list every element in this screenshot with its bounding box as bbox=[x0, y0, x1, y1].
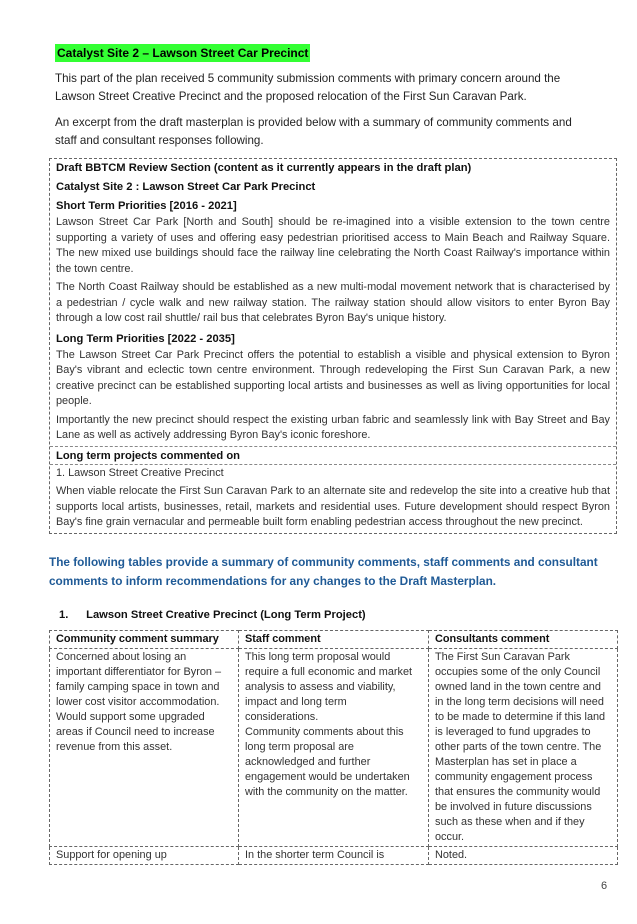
intro-paragraph-2: An excerpt from the draft masterplan is provided below with a summary of community comments and staff and consultant responses following. bbox=[55, 116, 572, 147]
long-term-paragraph-2: Importantly the new precinct should respect the existing urban fabric and seamlessly link with Bay Street and Bay Lane as well as actively addressing Byron Bay's iconic foreshore. bbox=[56, 413, 610, 441]
excerpt-title: Draft BBTCM Review Section (content as it currently appears in the draft plan) bbox=[56, 162, 472, 174]
short-term-paragraph-1: Lawson Street Car Park [North and South] should be re-imagined into a visible extension to the town centre supporting a variety of uses and offering easy pedestrian prioritised access to Main Beach and Railway Square. The new mixed use buildings should face the railway line celebrating the North Coast Railway's importance within the town centre. bbox=[56, 216, 610, 275]
short-term-paragraph-2: The North Coast Railway should be established as a new multi-modal movement network that is characterised by a pedestrian / cycle walk and new railway station. The railway station should allow visitors to enter Byron Bay through a low cost rail shuttle/ rail bus that celebrates Byron Bay's unique history. bbox=[56, 281, 610, 324]
consultant-comment-cell: The First Sun Caravan Park occupies some of the only Council owned land in the town centre and in the long term decisions will need to be made to determine if this land is leveraged to fund upgrades to other parts of the town centre. The Masterplan has set in place a community engagement process that ensures the community would be involved in future discussions such as these when and if they occur. bbox=[429, 649, 618, 847]
short-term-heading: Short Term Priorities [2016 - 2021] bbox=[56, 200, 237, 212]
col-header-consultants: Consultants comment bbox=[429, 631, 618, 649]
col-header-staff: Staff comment bbox=[239, 631, 429, 649]
comments-table bbox=[49, 630, 618, 865]
section-heading: Catalyst Site 2 – Lawson Street Car Precinct bbox=[57, 46, 309, 60]
excerpt-subtitle: Catalyst Site 2 : Lawson Street Car Park Precinct bbox=[56, 181, 316, 193]
section-subheading bbox=[59, 606, 366, 624]
project-text: When viable relocate the First Sun Caravan Park to an alternate site and redevelop the site into a creative hub that supports local artists, businesses, retail, markets and residential uses. Future development should respect Byron Bay's fine grain vernacular and permeable built form enabling pedestrian access throughout the new precinct. bbox=[56, 485, 610, 528]
consultant-comment-cell: Noted. bbox=[429, 847, 618, 865]
community-comment-cell: Concerned about losing an important differentiator for Byron – family camping space in town and lower cost visitor accommodation. Would support some upgraded areas if Council need to increase revenue from this asset. bbox=[50, 649, 239, 847]
projects-heading-row bbox=[50, 447, 616, 465]
excerpt-main-section bbox=[50, 159, 616, 447]
summary-note: The following tables provide a summary of community comments, staff comments and consultant comments to inform recommendations for any changes to the Draft Masterplan. bbox=[49, 555, 598, 588]
section-title: Lawson Street Creative Precinct (Long Term Project) bbox=[86, 609, 366, 621]
intro-paragraph-1: This part of the plan received 5 community submission comments with primary concern around the Lawson Street Creative Precinct and the proposed relocation of the First Sun Caravan Park. bbox=[55, 72, 561, 103]
project-title: 1. Lawson Street Creative Precinct bbox=[56, 466, 224, 479]
section-number: 1. bbox=[59, 609, 69, 621]
page-number: 6 bbox=[601, 880, 608, 892]
staff-comment-cell: This long term proposal would require a full economic and market analysis to assess and viability, impact and long term considerations. Community comments about this long term proposal are acknowledged and further engagement would be undertaken with the community on the matter. bbox=[239, 649, 429, 847]
staff-comment-cell: In the shorter term Council is bbox=[239, 847, 429, 865]
project-row bbox=[50, 465, 616, 533]
long-term-paragraph-1: The Lawson Street Car Park Precinct offers the potential to establish a visible and physical extension to Byron Bay's vibrant and eclectic town centre environment. Through redeveloping the First Sun Caravan Park, a new creative precinct can be established supporting local artists and businesses as well as living opportunities for local people. bbox=[56, 348, 610, 407]
draft-excerpt-box bbox=[49, 158, 617, 534]
community-comment-cell: Support for opening up bbox=[50, 847, 239, 865]
long-term-heading: Long Term Priorities [2022 - 2035] bbox=[56, 332, 235, 345]
table-row bbox=[50, 649, 618, 847]
table-row bbox=[50, 847, 618, 865]
table-header-row bbox=[50, 631, 618, 649]
col-header-community: Community comment summary bbox=[50, 631, 239, 649]
projects-heading: Long term projects commented on bbox=[56, 449, 240, 462]
